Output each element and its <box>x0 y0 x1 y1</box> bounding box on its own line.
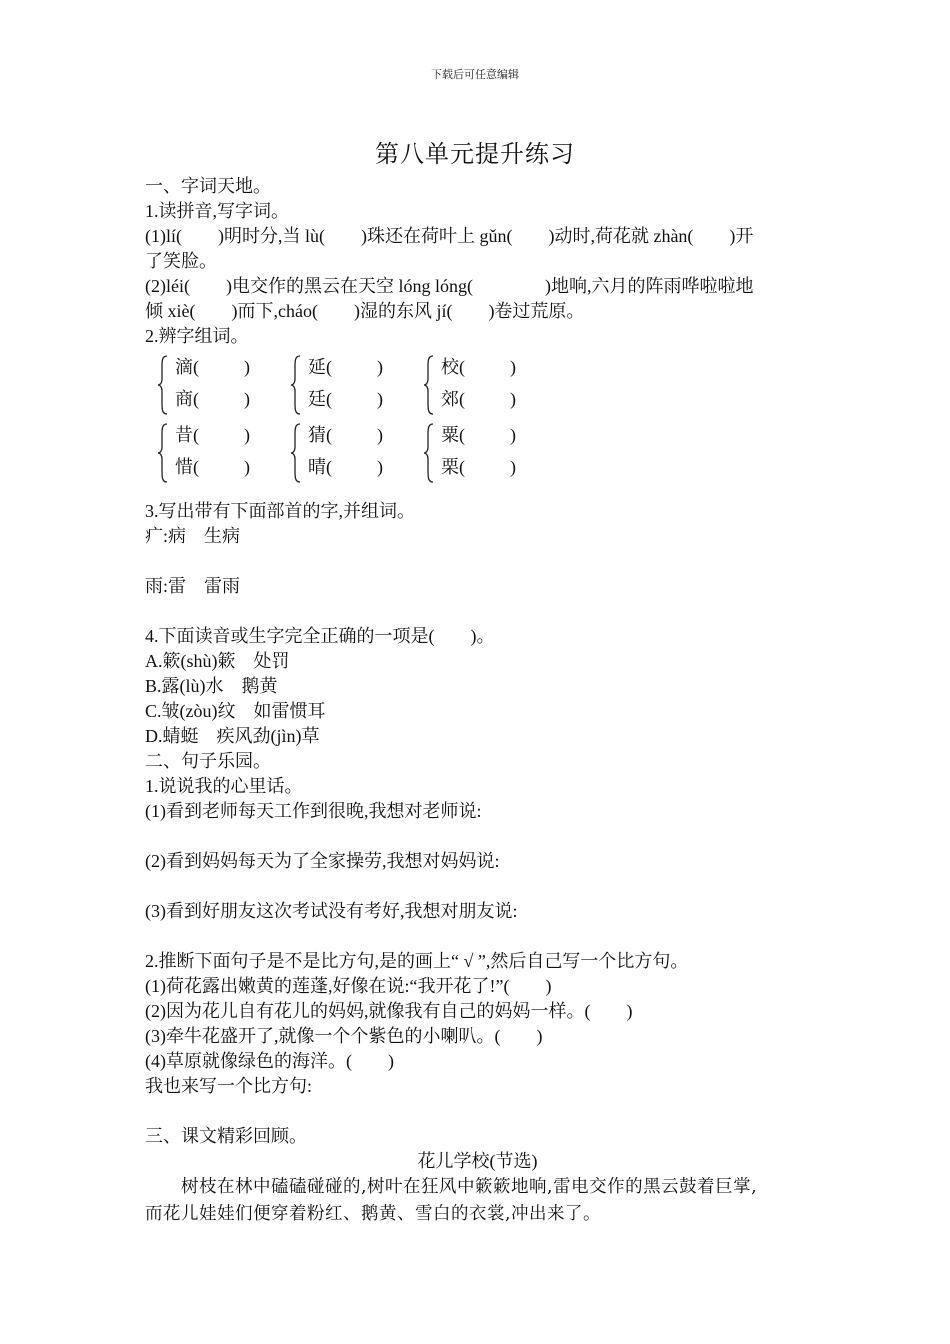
question-1-4-title: 4.下面读音或生字完全正确的一项是( )。 <box>145 626 495 646</box>
character-group-item-a: 粟( ) <box>441 425 516 445</box>
question-2-2-item: (3)牵牛花盛开了,就像一个个紫色的小喇叭。( ) <box>145 1026 543 1046</box>
character-group-item-b: 廷( ) <box>308 389 383 409</box>
character-group <box>290 353 420 417</box>
question-1-3-radical-a: 疒:病 生病 <box>145 526 241 546</box>
question-1-3-title: 3.写出带有下面部首的字,并组词。 <box>145 501 415 521</box>
character-group <box>290 421 420 485</box>
section-1-heading: 一、字词天地。 <box>145 176 271 196</box>
question-1-1-line-1: (1)lí( )明时分,当 lù( )珠还在荷叶上 gǔn( )动时,荷花就 zhàn( )开 <box>145 226 754 246</box>
header-note: 下载后可任意编辑 <box>431 69 519 81</box>
question-2-1-prompt-c: (3)看到好朋友这次考试没有考好,我想对朋友说: <box>145 901 518 921</box>
question-1-2-title: 2.辨字组词。 <box>145 326 249 346</box>
question-1-4-option: C.皱(zòu)纹 如雷惯耳 <box>145 701 326 721</box>
brace-icon <box>423 421 437 485</box>
question-1-1-line-3: (2)léi( )电交作的黑云在天空 lóng lóng( )地响,六月的阵雨哗啦啦地 <box>145 276 754 296</box>
character-group-item-a: 昔( ) <box>175 425 250 445</box>
character-group <box>157 421 287 485</box>
character-group-item-b: 商( ) <box>175 389 250 409</box>
question-2-1-title: 1.说说我的心里话。 <box>145 776 303 796</box>
brace-icon <box>423 353 437 417</box>
character-group-item-a: 滴( ) <box>175 357 250 377</box>
question-1-4-option: B.露(lù)水 鹅黄 <box>145 676 278 696</box>
character-group-table <box>145 353 810 487</box>
question-1-4-option: A.簌(shù)簌 处罚 <box>145 651 290 671</box>
question-2-2-write-prompt: 我也来写一个比方句: <box>145 1076 313 1096</box>
question-1-1-line-4: 倾 xiè( )而下,cháo( )湿的东风 jí( )卷过荒原。 <box>145 301 585 321</box>
question-1-1-title: 1.读拼音,写字词。 <box>145 201 289 221</box>
question-1-3-radical-b: 雨:雷 雷雨 <box>145 576 241 596</box>
brace-icon <box>290 421 304 485</box>
character-group-item-a: 延( ) <box>308 357 383 377</box>
brace-icon <box>157 353 171 417</box>
question-2-2-item: (4)草原就像绿色的海洋。( ) <box>145 1051 394 1071</box>
passage-line-2: 而花儿娃娃们便穿着粉红、鹅黄、雪白的衣裳,冲出来了。 <box>145 1204 602 1224</box>
passage-title: 花儿学校(节选) <box>417 1151 538 1171</box>
section-3-heading: 三、课文精彩回顾。 <box>145 1126 307 1146</box>
question-2-2-item: (1)荷花露出嫩黄的莲蓬,好像在说:“我开花了!”( ) <box>145 976 552 996</box>
question-2-1-prompt-a: (1)看到老师每天工作到很晚,我想对老师说: <box>145 801 482 821</box>
brace-icon <box>290 353 304 417</box>
question-2-2-title: 2.推断下面句子是不是比方句,是的画上“ √ ”,然后自己写一个比方句。 <box>145 951 689 971</box>
character-group-item-b: 晴( ) <box>308 457 383 477</box>
character-group-item-b: 栗( ) <box>441 457 516 477</box>
character-group-item-b: 惜( ) <box>175 457 250 477</box>
character-group-item-a: 猜( ) <box>308 425 383 445</box>
section-2-heading: 二、句子乐园。 <box>145 751 271 771</box>
question-2-2-item: (2)因为花儿自有花儿的妈妈,就像我有自己的妈妈一样。( ) <box>145 1001 633 1021</box>
character-group <box>423 421 553 485</box>
character-group-item-b: 郊( ) <box>441 389 516 409</box>
character-group <box>157 353 287 417</box>
brace-icon <box>157 421 171 485</box>
character-group-item-a: 校( ) <box>441 357 516 377</box>
document-body <box>145 174 810 1228</box>
question-1-1-line-2: 了笑脸。 <box>145 251 217 271</box>
question-2-1-prompt-b: (2)看到妈妈每天为了全家操劳,我想对妈妈说: <box>145 851 500 871</box>
document-title: 第八单元提升练习 <box>375 142 575 168</box>
question-1-4-option: D.蜻蜓 疾风劲(jìn)草 <box>145 726 320 746</box>
passage-line-1: 树枝在林中磕磕碰碰的,树叶在狂风中簌簌地响,雷电交作的黑云鼓着巨掌, <box>181 1177 758 1197</box>
character-group <box>423 353 553 417</box>
